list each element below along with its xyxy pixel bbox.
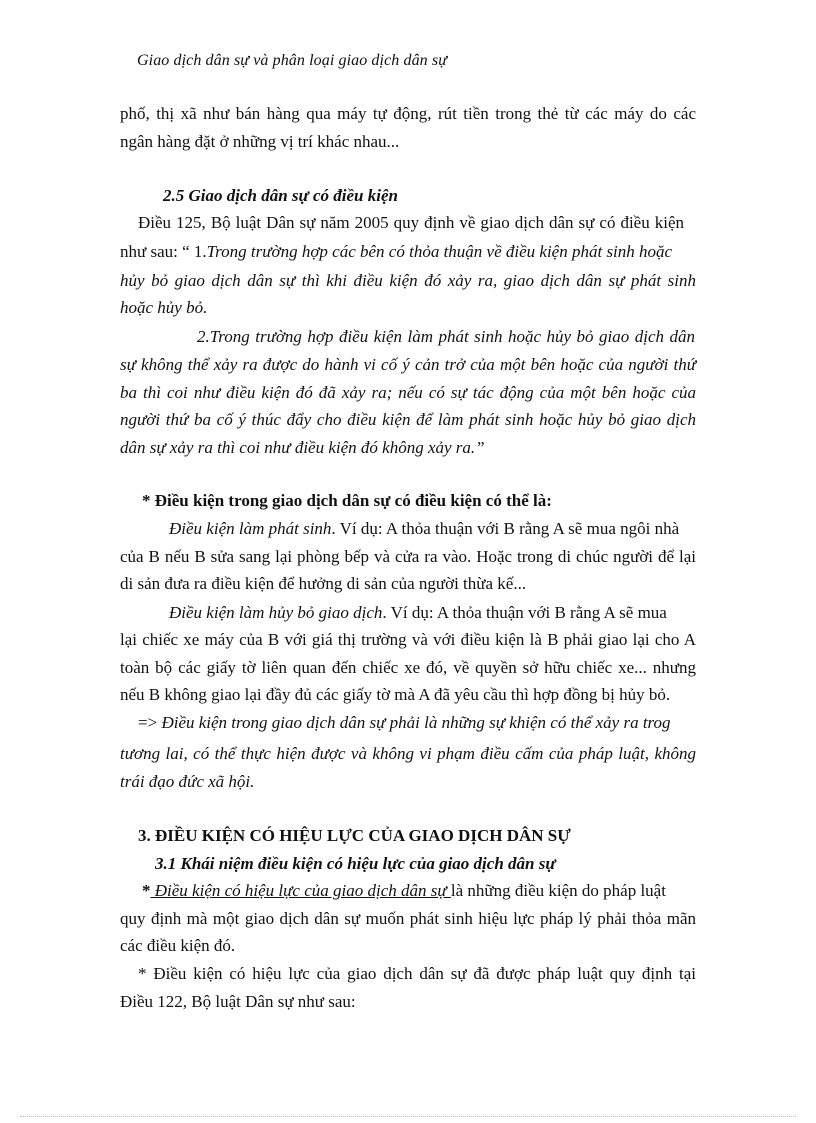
conclusion-line-3: trái đạo đức xã hội. xyxy=(120,772,255,791)
condition-2-line-3: toàn bộ các giấy tờ liên quan đến chiếc xe đó, về quyền sở hữu chiếc xe... nhưng xyxy=(120,658,696,677)
clause-2-line-4: người thứ ba cố ý thúc đẩy cho điều kiện để làm phát sinh hoặc hủy bỏ giao dịch xyxy=(120,410,696,429)
condition-1-rest: . Ví dụ: A thỏa thuận với B rằng A sẽ mua ngôi nhà xyxy=(331,519,680,538)
condition-2-line-4: nếu B không giao lại đầy đủ các giấy tờ mà A đã yêu cầu thì hợp đồng bị hủy bỏ. xyxy=(120,685,671,704)
condition-1-line-2: của B nếu B sửa sang lại phòng bếp và cửa ra vào. Hoặc trong di chúc người để lại xyxy=(120,547,696,566)
section-heading-3-1: 3.1 Khái niệm điều kiện có hiệu lực của giao dịch dân sự xyxy=(155,854,556,873)
article-125-line-3: hủy bỏ giao dịch dân sự thì khi điều kiện đó xảy ra, giao dịch dân sự phát sinh xyxy=(120,271,696,290)
condition-2-line-1 xyxy=(169,599,696,626)
definition-line-3: các điều kiện đó. xyxy=(120,936,236,955)
condition-2-rest: . Ví dụ: A thỏa thuận với B rằng A sẽ mua xyxy=(382,603,667,622)
article-125-line-2-prefix: như sau: “ 1. xyxy=(120,242,207,261)
condition-1-term: Điều kiện làm phát sinh xyxy=(169,519,332,538)
running-header: Giao dịch dân sự và phân loại giao dịch dân sự xyxy=(137,52,448,69)
clause-2-line-1: 2.Trong trường hợp điều kiện làm phát sinh hoặc hủy bỏ giao dịch dân xyxy=(197,327,695,346)
intro-line-1: phố, thị xã như bán hàng qua máy tự động, rút tiền trong thẻ từ các máy do các xyxy=(120,104,696,123)
conclusion-arrow: => xyxy=(138,713,158,732)
clause-2-line-3: ba thì coi như điều kiện đó đã xảy ra; nếu có sự tác động của một bên hoặc của xyxy=(120,383,696,402)
article-125-line-1: Điều 125, Bộ luật Dân sự năm 2005 quy định về giao dịch dân sự có điều kiện xyxy=(138,213,684,232)
definition-rest: là những điều kiện do pháp luật xyxy=(450,881,666,900)
section-heading-3: 3. ĐIỀU KIỆN CÓ HIỆU LỰC CỦA GIAO DỊCH DÂN SỰ xyxy=(138,826,571,845)
definition-star: * xyxy=(142,881,151,900)
clause-2-line-2: sự không thể xảy ra được do hành vi cố ý cản trở của một bên hoặc của người thứ xyxy=(120,355,696,374)
page-bottom-divider xyxy=(20,1116,796,1117)
conditions-heading: * Điều kiện trong giao dịch dân sự có điều kiện có thể là: xyxy=(142,491,552,510)
article-122-line-2: Điều 122, Bộ luật Dân sự như sau: xyxy=(120,992,356,1011)
condition-2-term: Điều kiện làm hủy bỏ giao dịch xyxy=(169,603,383,622)
article-122-line-1: * Điều kiện có hiệu lực của giao dịch dân sự đã được pháp luật quy định tại xyxy=(138,964,696,983)
section-heading-2-5: 2.5 Giao dịch dân sự có điều kiện xyxy=(163,186,398,205)
intro-line-2: ngân hàng đặt ở những vị trí khác nhau... xyxy=(120,132,400,151)
clause-2-line-5: dân sự xảy ra thì coi như điều kiện đó không xảy ra.” xyxy=(120,438,485,457)
condition-1-line-3: di sản đưa ra điều kiện để hưởng di sản của người thừa kế... xyxy=(120,574,527,593)
condition-2-line-2: lại chiếc xe máy của B với giá thị trường và với điều kiện là B phải giao lại cho A xyxy=(120,630,696,649)
conclusion-line-1 xyxy=(138,709,696,736)
conclusion-line-2: tương lai, có thể thực hiện được và không vi phạm điều cấm của pháp luật, không xyxy=(120,744,696,763)
conclusion-line-1-text: Điều kiện trong giao dịch dân sự phải là những sự khiện có thể xảy ra trog xyxy=(161,713,671,732)
definition-term: Điều kiện có hiệu lực của giao dịch dân sự xyxy=(150,881,451,900)
article-125-line-4: hoặc hủy bỏ. xyxy=(120,298,208,317)
article-125-line-2 xyxy=(120,238,696,265)
definition-line-1 xyxy=(142,877,696,904)
definition-line-2: quy định mà một giao dịch dân sự muốn phát sinh hiệu lực pháp lý phải thỏa mãn xyxy=(120,909,696,928)
condition-1-line-1 xyxy=(169,515,696,542)
article-125-line-2-italic: Trong trường hợp các bên có thỏa thuận về điều kiện phát sinh hoặc xyxy=(206,242,673,261)
